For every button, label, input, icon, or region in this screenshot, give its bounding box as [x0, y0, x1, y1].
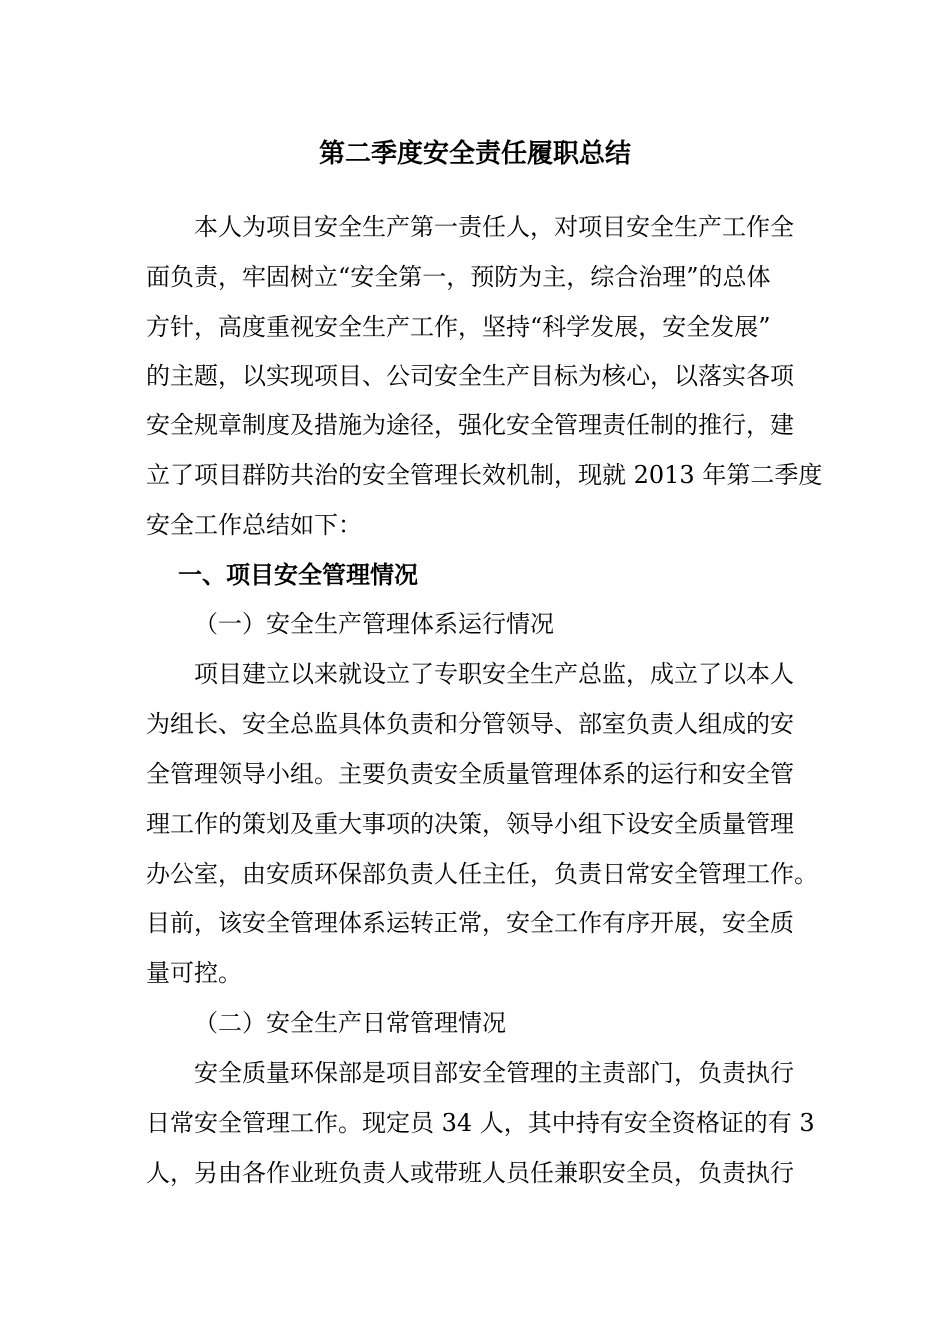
subsection-heading: （一）安全生产管理体系运行情况: [194, 610, 554, 638]
document-title: 第二季度安全责任履职总结: [318, 139, 631, 169]
paragraph-line: 面负责，牢固树立“安全第一，预防为主，综合治理”的总体: [146, 263, 771, 291]
subsection-heading: （二）安全生产日常管理情况: [194, 1009, 506, 1037]
paragraph-line: 的主题，以实现项目、公司安全生产目标为核心，以落实各项: [146, 362, 794, 390]
paragraph-line: 全管理领导小组。主要负责安全质量管理体系的运行和安全管: [146, 760, 794, 788]
paragraph-line: 安全质量环保部是项目部安全管理的主责部门，负责执行: [194, 1059, 794, 1087]
paragraph-line: 日常安全管理工作。现定员 34 人，其中持有安全资格证的有 3: [146, 1109, 815, 1137]
paragraph-line: 安全规章制度及措施为途径，强化安全管理责任制的推行，建: [146, 411, 794, 439]
paragraph-line: 本人为项目安全生产第一责任人，对项目安全生产工作全: [194, 213, 794, 241]
paragraph-line: 量可控。: [146, 959, 242, 987]
paragraph-line: 人，另由各作业班负责人或带班人员任兼职安全员，负责执行: [146, 1159, 794, 1187]
paragraph-line: 立了项目群防共治的安全管理长效机制，现就 2013 年第二季度: [146, 461, 823, 489]
paragraph-line: 项目建立以来就设立了专职安全生产总监，成立了以本人: [194, 660, 794, 688]
section-heading: 一、项目安全管理情况: [178, 561, 418, 589]
paragraph-line: 办公室，由安质环保部负责人任主任，负责日常安全管理工作。: [146, 860, 818, 888]
paragraph-line: 安全工作总结如下：: [146, 511, 362, 539]
paragraph-line: 方针，高度重视安全生产工作，坚持“科学发展，安全发展”: [146, 313, 771, 341]
paragraph-line: 目前，该安全管理体系运转正常，安全工作有序开展，安全质: [146, 909, 794, 937]
paragraph-line: 为组长、安全总监具体负责和分管领导、部室负责人组成的安: [146, 710, 794, 738]
paragraph-line: 理工作的策划及重大事项的决策，领导小组下设安全质量管理: [146, 810, 794, 838]
